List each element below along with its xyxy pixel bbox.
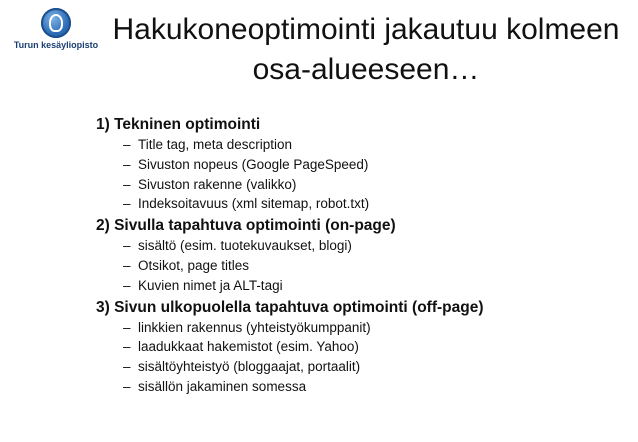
list-item: – Title tag, meta description (96, 135, 626, 155)
university-logo-icon (41, 8, 71, 38)
list-item: – Kuvien nimet ja ALT-tagi (96, 276, 626, 296)
section-on-page (96, 216, 626, 295)
list-item: – laadukkaat hakemistot (esim. Yahoo) (96, 337, 626, 357)
list-item: – linkkien rakennus (yhteistyökumppanit) (96, 318, 626, 338)
section-technical (96, 115, 626, 214)
section-off-page (96, 298, 626, 397)
list-item: – Sivuston rakenne (valikko) (96, 175, 626, 195)
list-item: – sisältöyhteistyö (bloggaajat, portaalit) (96, 357, 626, 377)
section-heading: 3) Sivun ulkopuolella tapahtuva optimointi (off-page) (96, 298, 484, 316)
logo (10, 8, 102, 50)
list-item: – Indeksoitavuus (xml sitemap, robot.txt) (96, 194, 626, 214)
section-list (96, 318, 626, 397)
list-item: – Otsikot, page titles (96, 256, 626, 276)
list-item: – Sivuston nopeus (Google PageSpeed) (96, 155, 626, 175)
section-list (96, 236, 626, 295)
list-item: – sisällön jakaminen somessa (96, 377, 626, 397)
list-item: – sisältö (esim. tuotekuvaukset, blogi) (96, 236, 626, 256)
section-heading: 1) Tekninen optimointi (96, 116, 261, 133)
section-list (96, 135, 626, 214)
slide-content (96, 115, 626, 399)
logo-text: Turun kesäyliopisto (13, 40, 99, 50)
slide-title: Hakukoneoptimointi jakautuu kolmeen osa-alueeseen… (112, 13, 620, 86)
section-heading: 2) Sivulla tapahtuva optimointi (on-page) (96, 217, 396, 235)
